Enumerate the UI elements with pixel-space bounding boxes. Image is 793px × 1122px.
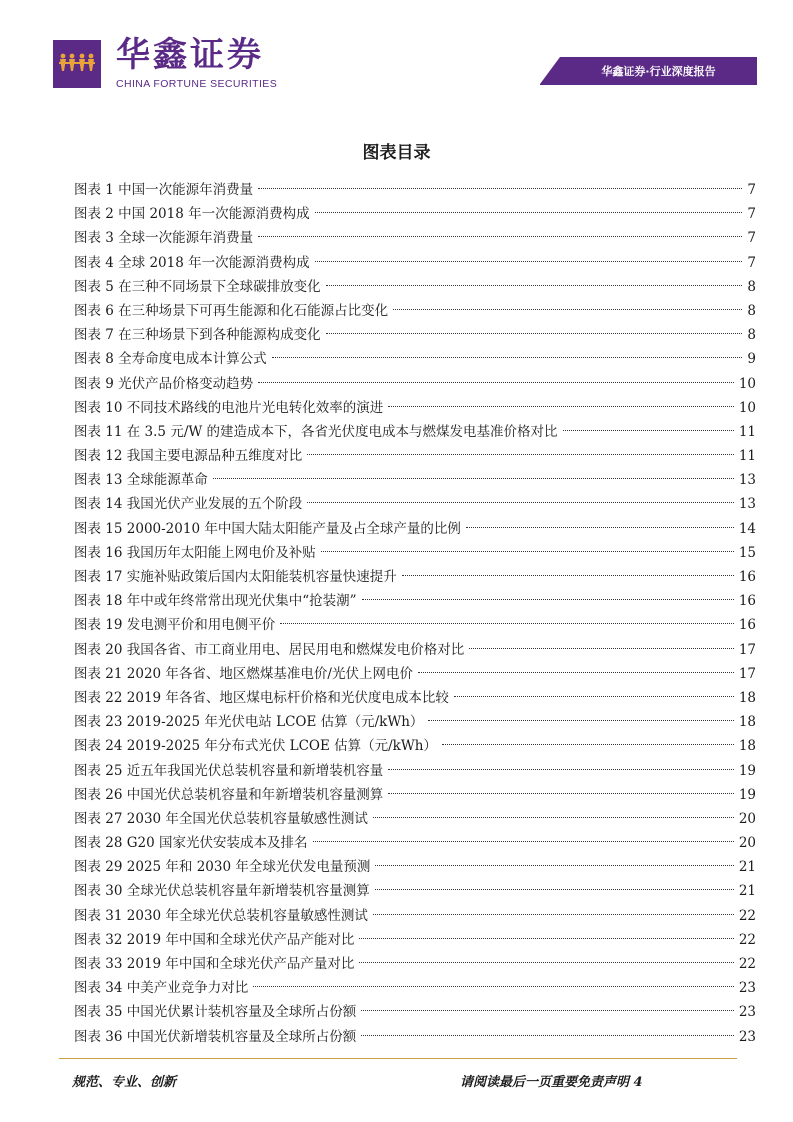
toc-entry[interactable] (74, 952, 756, 976)
toc-entry[interactable] (74, 759, 756, 783)
toc-entry-page: 20 (738, 835, 756, 852)
toc-entry-page: 22 (738, 907, 756, 924)
logo-mark (53, 40, 101, 88)
toc-entry-leader (388, 769, 734, 770)
toc-entry-label: 图表 21 2020 年各省、地区燃煤基准电价/光伏上网电价 (74, 665, 413, 682)
toc-entry-label: 图表 32 2019 年中国和全球光伏产品产能对比 (74, 931, 355, 948)
toc-entry-page: 7 (747, 182, 756, 198)
toc-entry-label: 图表 34 中美产业竞争力对比 (74, 980, 249, 997)
toc-entry-page: 17 (738, 665, 756, 682)
toc-entry-label: 图表 18 年中或年终常常出现光伏集中“抢装潮” (74, 593, 357, 610)
toc-entry-leader (315, 261, 743, 262)
toc-entry-page: 8 (747, 278, 756, 295)
toc-entry-label: 图表 1 中国一次能源年消费量 (74, 182, 254, 198)
toc-entry-leader (466, 527, 734, 528)
logo-english-name: CHINA FORTUNE SECURITIES (116, 78, 278, 90)
toc-entry[interactable] (74, 323, 756, 347)
toc-entry-page: 8 (747, 302, 756, 319)
toc-entry-page: 16 (738, 617, 756, 634)
toc-entry-page: 11 (738, 423, 756, 440)
toc-entry-leader (361, 1010, 734, 1011)
toc-entry[interactable] (74, 831, 756, 855)
toc-entry-leader (326, 333, 743, 334)
toc-entry-label: 图表 30 全球光伏总装机容量年新增装机容量测算 (74, 883, 370, 900)
toc-entry[interactable] (74, 492, 756, 516)
toc-entry-label: 图表 28 G20 国家光伏安装成本及排名 (74, 835, 308, 852)
toc-entry-leader (307, 502, 734, 503)
toc-entry-label: 图表 26 中国光伏总装机容量和年新增装机容量测算 (74, 786, 384, 803)
toc-entry-page: 13 (738, 472, 756, 489)
toc-entry-leader (375, 865, 733, 866)
logo-chinese-name: 华鑫证券 (116, 35, 264, 75)
toc-entry-page: 14 (738, 520, 756, 537)
toc-entry-page: 11 (738, 448, 756, 465)
toc-entry-label: 图表 22 2019 年各省、地区煤电标杆价格和光伏度电成本比较 (74, 689, 449, 706)
toc-entry-label: 图表 6 在三种场景下可再生能源和化石能源占比变化 (74, 302, 389, 319)
toc-entry-label: 图表 4 全球 2018 年一次能源消费构成 (74, 254, 310, 271)
toc-entry-page: 19 (738, 786, 756, 803)
toc-entry[interactable] (74, 904, 756, 928)
header-tag (560, 57, 757, 84)
toc-entry-page: 15 (738, 544, 756, 561)
toc-entry[interactable] (74, 444, 756, 468)
toc-entry-label: 图表 11 在 3.5 元/W 的建造成本下，各省光伏度电成本与燃煤发电基准价格对比 (74, 423, 558, 440)
toc-entry-page: 7 (747, 254, 756, 271)
toc-entry-page: 20 (738, 810, 756, 827)
toc-entry-label: 图表 24 2019-2025 年分布式光伏 LCOE 估算（元/kWh） (74, 738, 437, 755)
toc-entry-page: 22 (738, 956, 756, 972)
toc-entry-page: 23 (738, 980, 756, 997)
toc-entry-leader (361, 1035, 734, 1036)
toc-entry-page: 10 (738, 375, 756, 392)
toc-entry-page: 18 (738, 738, 756, 755)
toc-entry[interactable] (74, 541, 756, 565)
toc-entry-label: 图表 12 我国主要电源品种五维度对比 (74, 448, 303, 465)
toc-entry[interactable] (74, 202, 756, 226)
toc-entry-label: 图表 25 近五年我国光伏总装机容量和新增装机容量 (74, 762, 384, 779)
toc-entry-label: 图表 3 全球一次能源年消费量 (74, 230, 254, 247)
toc-entry-page: 16 (738, 569, 756, 585)
toc-entry[interactable] (74, 275, 756, 299)
toc-entry[interactable] (74, 879, 756, 903)
toc-entry[interactable] (74, 589, 756, 613)
toc-entry-leader (321, 551, 734, 552)
toc-entry-label: 图表 8 全寿命度电成本计算公式 (74, 351, 267, 368)
toc-entry-label: 图表 36 中国光伏新增装机容量及全球所占份额 (74, 1028, 357, 1045)
toc-entry-label: 图表 31 2030 年全球光伏总装机容量敏感性测试 (74, 907, 368, 924)
toc-entry[interactable] (74, 976, 756, 1000)
footer-divider (59, 1058, 737, 1059)
toc-entry[interactable] (74, 613, 756, 637)
toc-entry[interactable] (74, 372, 756, 396)
toc-list (74, 178, 756, 1049)
toc-entry-page: 8 (747, 327, 756, 344)
toc-entry-leader (359, 938, 733, 939)
toc-entry[interactable] (74, 686, 756, 710)
toc-entry-leader (375, 889, 734, 890)
toc-entry-label: 图表 7 在三种场景下到各种能源构成变化 (74, 327, 321, 344)
toc-entry-leader (359, 962, 733, 963)
toc-entry-page: 18 (738, 689, 756, 706)
toc-entry[interactable] (74, 468, 756, 492)
footer-disclaimer: 请阅读最后一页重要免责声明 4 (460, 1075, 643, 1090)
toc-entry-leader (418, 672, 734, 673)
toc-entry[interactable] (74, 565, 756, 589)
toc-entry[interactable] (74, 420, 756, 444)
toc-entry-label: 图表 29 2025 年和 2030 年全球光伏发电量预测 (74, 859, 371, 876)
toc-entry-leader (454, 696, 734, 697)
toc-entry-page: 18 (738, 714, 756, 731)
toc-entry-page: 7 (747, 230, 756, 247)
toc-entry-leader (315, 212, 743, 213)
toc-entry-label: 图表 15 2000-2010 年中国大陆太阳能产量及占全球产量的比例 (74, 520, 461, 537)
toc-entry-page: 7 (747, 206, 756, 223)
toc-entry-page: 22 (738, 931, 756, 948)
toc-entry-leader (469, 648, 734, 649)
toc-entry-page: 16 (738, 593, 756, 610)
toc-entry-leader (373, 914, 734, 915)
toc-entry[interactable] (74, 517, 756, 541)
toc-entry[interactable] (74, 396, 756, 420)
toc-entry-leader (428, 720, 733, 721)
toc-entry[interactable] (74, 1025, 756, 1049)
toc-entry-leader (326, 285, 743, 286)
toc-entry-leader (272, 357, 743, 358)
toc-entry-label: 图表 13 全球能源革命 (74, 472, 208, 489)
toc-entry-leader (393, 309, 742, 310)
toc-entry[interactable] (74, 734, 756, 758)
toc-entry-label: 图表 2 中国 2018 年一次能源消费构成 (74, 206, 310, 223)
toc-entry-label: 图表 16 我国历年太阳能上网电价及补贴 (74, 544, 316, 561)
toc-entry-page: 9 (747, 351, 756, 368)
toc-entry-label: 图表 5 在三种不同场景下全球碳排放变化 (74, 278, 321, 295)
toc-entry-leader (388, 406, 734, 407)
toc-entry-page: 17 (738, 641, 756, 658)
toc-entry-label: 图表 23 2019-2025 年光伏电站 LCOE 估算（元/kWh） (74, 714, 424, 731)
toc-entry-label: 图表 17 实施补贴政策后国内太阳能装机容量快速提升 (74, 569, 397, 585)
header-tag-slant (540, 57, 560, 84)
footer-slogan: 规范、专业、创新 (72, 1075, 177, 1090)
toc-entry-leader (258, 236, 742, 237)
toc-entry[interactable] (74, 1000, 756, 1024)
toc-entry-leader (258, 188, 742, 189)
toc-entry-leader (563, 430, 734, 431)
toc-entry-page: 23 (738, 1004, 756, 1021)
toc-entry[interactable] (74, 178, 756, 202)
toc-entry[interactable] (74, 662, 756, 686)
toc-entry[interactable] (74, 226, 756, 250)
toc-entry-leader (362, 599, 734, 600)
toc-entry-leader (213, 478, 734, 479)
toc-entry-leader (307, 454, 734, 455)
toc-entry-leader (442, 744, 734, 745)
toc-entry-leader (313, 841, 734, 842)
toc-entry[interactable] (74, 783, 756, 807)
header-underline (540, 84, 757, 85)
toc-entry[interactable] (74, 638, 756, 662)
toc-entry[interactable] (74, 299, 756, 323)
toc-entry[interactable] (74, 710, 756, 734)
toc-entry-leader (280, 623, 734, 624)
toc-entry-leader (373, 817, 734, 818)
toc-entry[interactable] (74, 251, 756, 275)
toc-entry-page: 21 (738, 859, 756, 876)
toc-entry-label: 图表 14 我国光伏产业发展的五个阶段 (74, 496, 303, 513)
toc-entry-label: 图表 27 2030 年全国光伏总装机容量敏感性测试 (74, 810, 368, 827)
page-title: 图表目录 (362, 143, 431, 163)
toc-entry-page: 10 (738, 399, 756, 416)
toc-entry-leader (253, 986, 734, 987)
toc-entry-page: 21 (738, 883, 756, 900)
toc-entry-page: 13 (738, 496, 756, 513)
toc-entry-page: 23 (738, 1028, 756, 1045)
toc-entry-label: 图表 33 2019 年中国和全球光伏产品产量对比 (74, 956, 355, 972)
logo-figures-icon (58, 51, 96, 77)
toc-entry[interactable] (74, 347, 756, 371)
toc-entry-label: 图表 10 不同技术路线的电池片光电转化效率的演进 (74, 399, 384, 416)
toc-entry-label: 图表 20 我国各省、市工商业用电、居民用电和燃煤发电价格对比 (74, 641, 465, 658)
toc-entry-page: 19 (738, 762, 756, 779)
toc-entry-label: 图表 35 中国光伏累计装机容量及全球所占份额 (74, 1004, 357, 1021)
toc-entry-leader (258, 382, 734, 383)
toc-entry[interactable] (74, 807, 756, 831)
header-tag-text: 华鑫证券·行业深度报告 (601, 65, 716, 78)
toc-entry[interactable] (74, 855, 756, 879)
toc-entry-leader (402, 575, 734, 576)
toc-entry-label: 图表 19 发电测平价和用电侧平价 (74, 617, 276, 634)
toc-entry-leader (388, 793, 734, 794)
toc-entry[interactable] (74, 928, 756, 952)
toc-entry-label: 图表 9 光伏产品价格变动趋势 (74, 375, 254, 392)
